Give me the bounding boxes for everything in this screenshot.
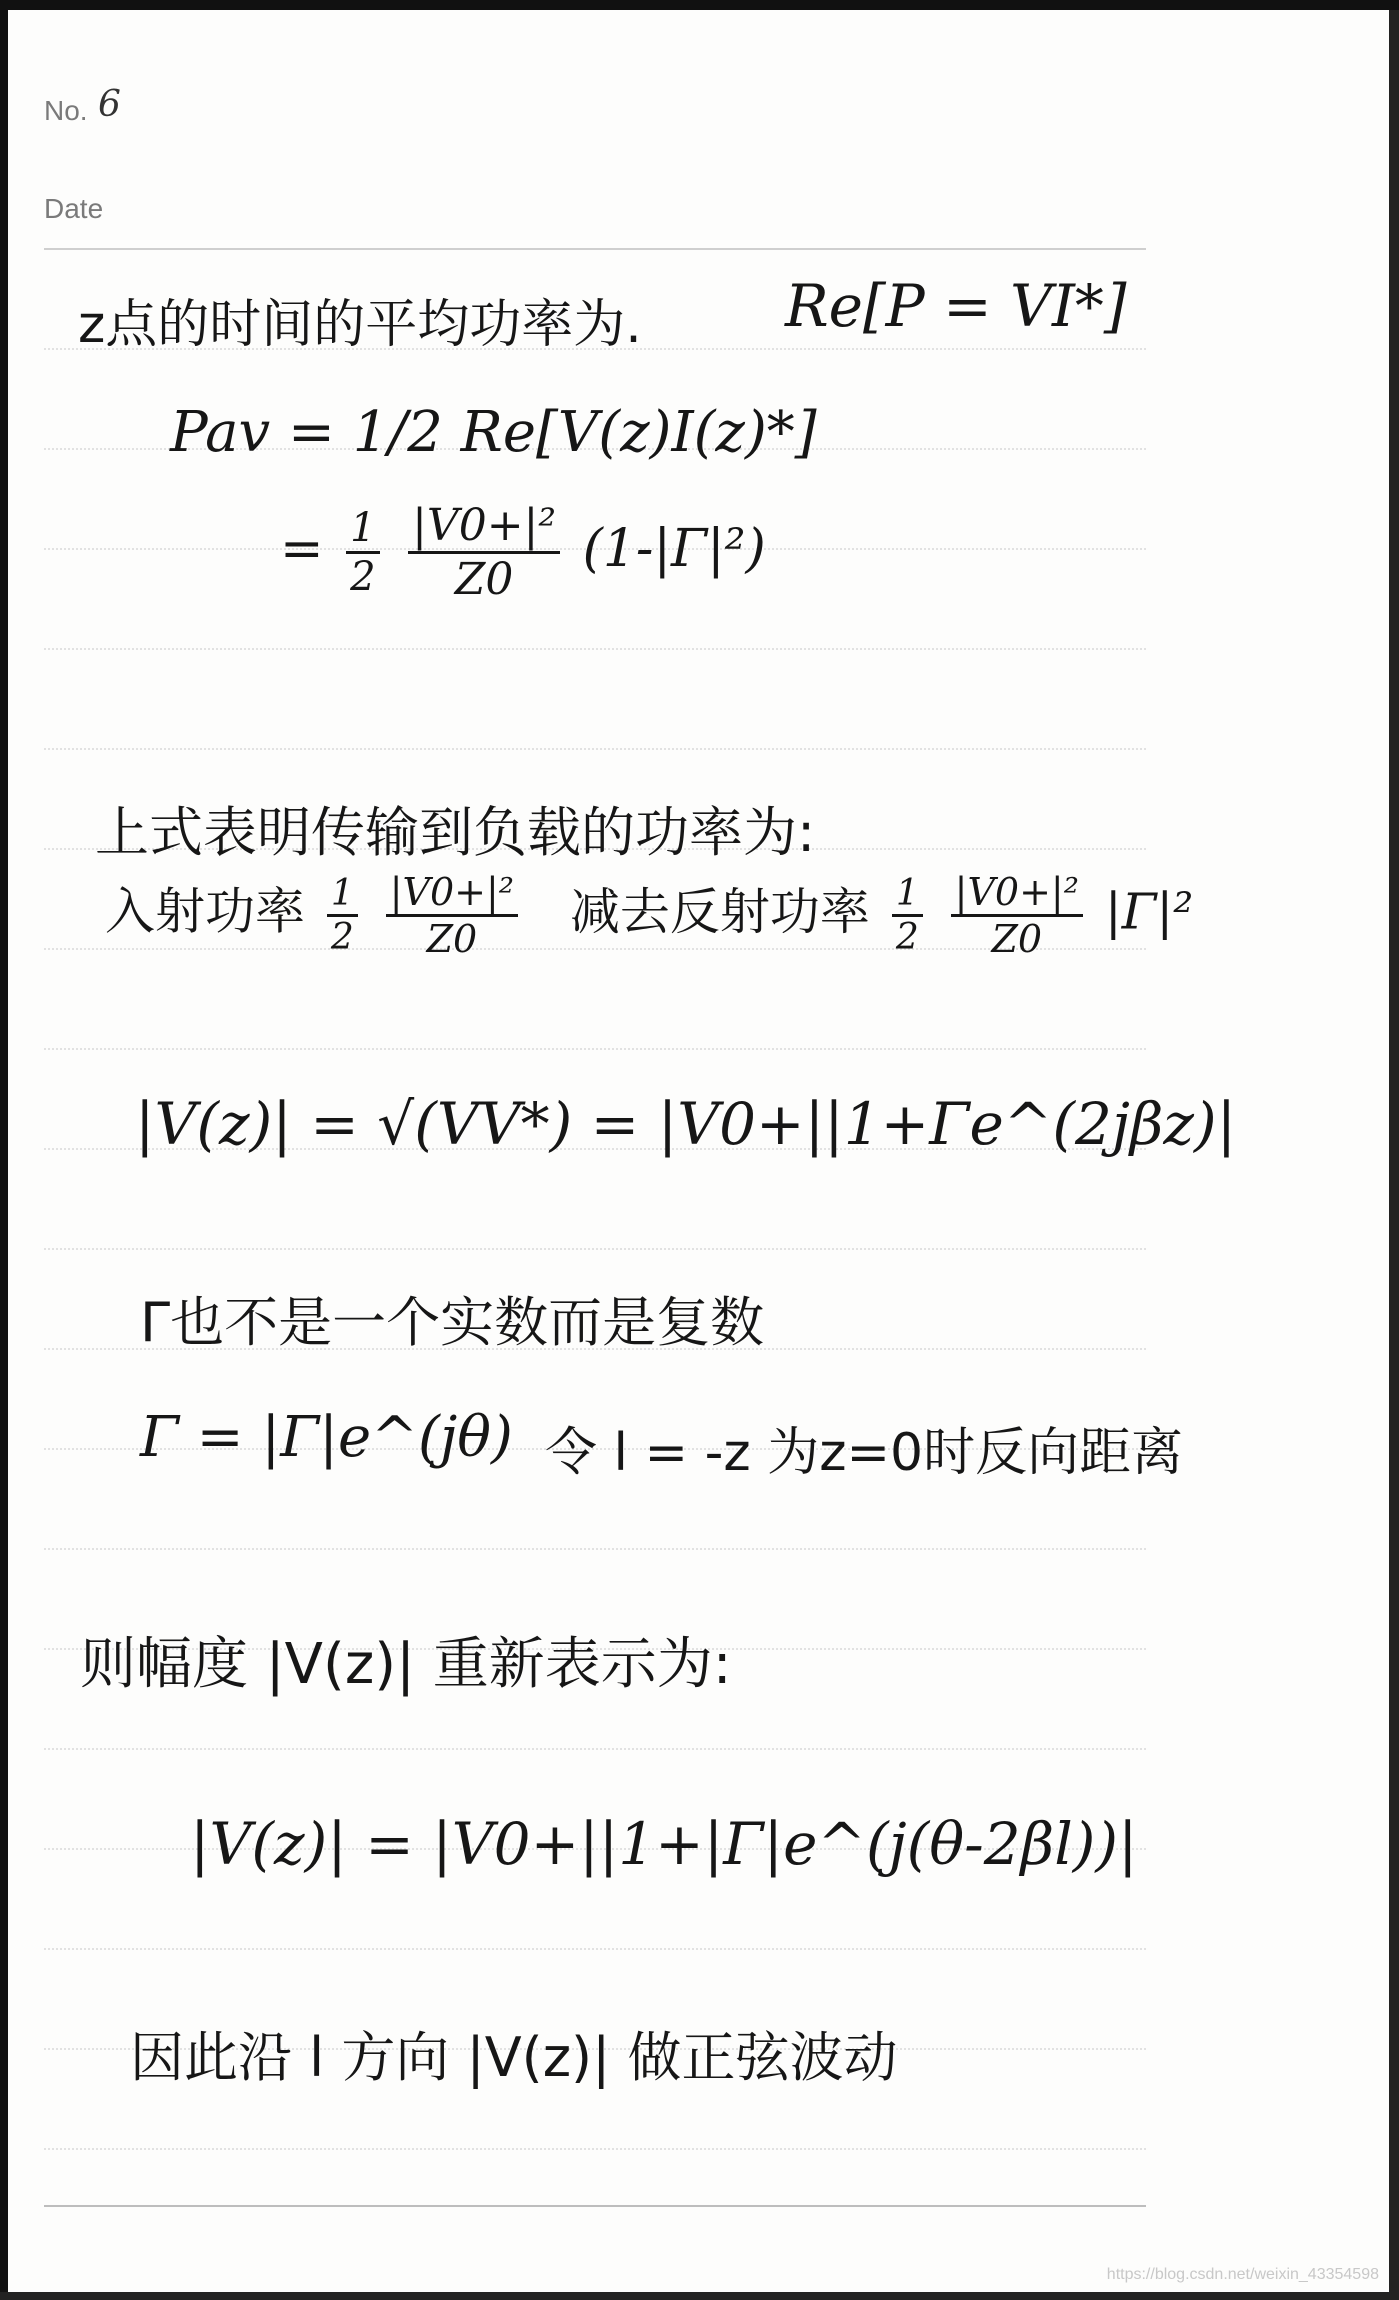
ruled-line	[44, 1248, 1146, 1250]
reflection-term: (1-|Γ|²)	[582, 519, 766, 579]
pav-rest: Re[V(z)I(z)*]	[460, 400, 817, 465]
incident-minus-reflected	[105, 870, 1193, 961]
line-7-text: Γ也不是一个实数而是复数	[140, 1291, 765, 1354]
incident-num: |V0+|²	[386, 870, 518, 917]
gamma-polar-formula: Γ = |Γ|e^(jθ)	[140, 1405, 513, 1470]
reflected-fraction	[951, 870, 1083, 961]
half-num-1: 1	[327, 873, 358, 917]
v0-num: |V0+|²	[408, 500, 560, 554]
ruled-line	[44, 748, 1146, 750]
reflected-den: Z0	[991, 917, 1043, 961]
watermark: https://blog.csdn.net/weixin_43354598	[1106, 2266, 1379, 2283]
page-number: 6	[98, 84, 121, 125]
pav-lhs: Pav =	[170, 400, 335, 465]
z0-den: Z0	[454, 554, 514, 605]
half-fraction	[346, 505, 379, 600]
line-4-text: 上式表明传输到负载的功率为:	[95, 801, 816, 864]
half-den: 2	[350, 554, 376, 600]
pav-half: 1/2	[352, 400, 443, 465]
voltage-magnitude-formula: |V(z)| = √(VV*) = |V0+||1+Γe^(2jβz)|	[135, 1090, 1237, 1158]
gamma-squared: |Γ|²	[1104, 882, 1194, 941]
scan-border-left	[0, 0, 8, 2300]
ruled-line	[44, 1548, 1146, 1550]
ruled-line	[44, 1948, 1146, 1950]
ruled-line	[44, 1748, 1146, 1750]
scan-border-top	[0, 0, 1399, 10]
pav-formula	[170, 400, 817, 465]
incident-fraction	[386, 870, 518, 961]
pav-expansion	[280, 500, 766, 605]
eq-sign: =	[280, 519, 324, 579]
v0-over-z0-fraction	[408, 500, 560, 605]
line-1-text: z点的时间的平均功率为.	[78, 295, 642, 355]
ruled-line	[44, 1048, 1146, 1050]
half-fraction-1	[327, 873, 358, 958]
date-label: Date	[44, 193, 104, 224]
scan-border-right	[1389, 0, 1399, 2300]
incident-power-label: 入射功率	[105, 882, 305, 941]
no-label: No.	[44, 95, 88, 126]
half-den-1: 2	[330, 917, 354, 958]
half-fraction-2	[892, 873, 923, 958]
ruled-line	[44, 648, 1146, 650]
reflected-power-label: 减去反射功率	[569, 882, 870, 941]
line-8-text: 令 l = -z 为z=0时反向距离	[545, 1423, 1184, 1483]
header-rule	[44, 248, 1146, 250]
line-9-text: 则幅度 |V(z)| 重新表示为:	[80, 1632, 732, 1697]
half-den-2: 2	[895, 917, 919, 958]
line-1-formula: Re[P = VI*]	[785, 272, 1127, 340]
incident-den: Z0	[426, 917, 478, 961]
ruled-line	[44, 2148, 1146, 2150]
footer-rule	[44, 2205, 1146, 2207]
reflected-num: |V0+|²	[951, 870, 1083, 917]
scan-border-bottom	[0, 2292, 1399, 2300]
line-11-text: 因此沿 l 方向 |V(z)| 做正弦波动	[130, 2026, 898, 2089]
half-num-2: 1	[892, 873, 923, 917]
half-num: 1	[346, 505, 379, 554]
voltage-magnitude-rewritten: |V(z)| = |V0+||1+|Γ|e^(j(θ-2βl))|	[190, 1810, 1138, 1878]
